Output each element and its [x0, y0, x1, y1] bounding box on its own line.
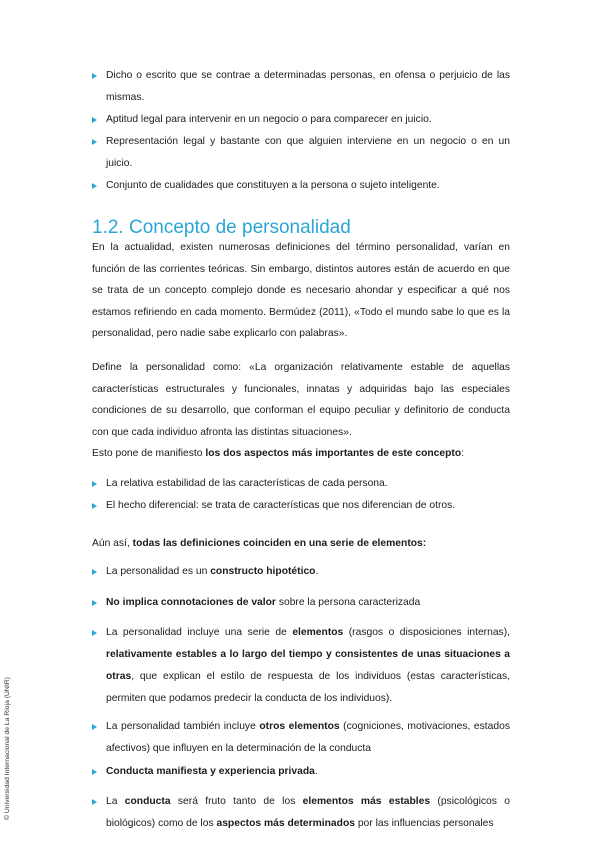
bullet-arrow-icon [92, 724, 97, 730]
list-item [92, 716, 510, 760]
bullet-arrow-icon [92, 183, 97, 189]
list-item-text: No implica connotaciones de valor sobre la persona caracterizada [106, 597, 421, 608]
list-item [92, 65, 510, 109]
aspects-intro: Esto pone de manifiesto los dos aspectos más importantes de este concepto: [92, 448, 465, 459]
list-item [92, 561, 510, 583]
list-item [92, 592, 510, 614]
list-item [92, 175, 510, 197]
bullet-arrow-icon [92, 630, 97, 636]
bullet-arrow-icon [92, 569, 97, 575]
bullet-arrow-icon [92, 799, 97, 805]
bullet-arrow-icon [92, 73, 97, 79]
list-item [92, 473, 510, 495]
list-item-text: Conducta manifiesta y experiencia privada. [106, 766, 318, 777]
list-item-text: La personalidad es un constructo hipotético. [106, 566, 319, 577]
bullet-arrow-icon [92, 481, 97, 487]
list-item-text: Conjunto de cualidades que constituyen a la persona o sujeto inteligente. [106, 180, 440, 191]
bullet-arrow-icon [92, 600, 97, 606]
list-item [92, 791, 510, 835]
list-item [92, 131, 510, 175]
list-item-text: La personalidad también incluye otros elementos (cogniciones, motivaciones, estados afectivos) que influyen en la determinación de la conducta [106, 721, 510, 754]
section-heading: 1.2. Concepto de personalidad [92, 217, 351, 238]
list-item-text: La conducta será fruto tanto de los elementos más estables (psicológicos o biológicos) como de los aspectos más determinados por las influencias personales [106, 796, 510, 829]
paragraph: Define la personalidad como: «La organización relativamente estable de aquellas características estructurales y funcionales, innatas y adquiridas bajo las especiales condiciones de su desarrollo, que conforman el equipo peculiar y definitorio de conducta con que cada individuo afronta las distintas situaciones». [92, 362, 510, 438]
list-item [92, 109, 510, 131]
list-item-text: La relativa estabilidad de las características de cada persona. [106, 478, 388, 489]
list-item-text: Dicho o escrito que se contrae a determinadas personas, en ofensa o perjuicio de las mismas. [106, 70, 510, 103]
list-item-text: Representación legal y bastante con que alguien interviene en un negocio o en un juicio. [106, 136, 510, 169]
list-item-text: Aptitud legal para intervenir en un negocio o para comparecer en juicio. [106, 114, 432, 125]
bullet-arrow-icon [92, 769, 97, 775]
bullet-arrow-icon [92, 503, 97, 509]
list-item-text: El hecho diferencial: se trata de características que nos diferencian de otros. [106, 500, 456, 511]
elements-intro: Aún así, todas las definiciones coinciden en una serie de elementos: [92, 538, 427, 549]
copyright-sidebar: © Universidad Internacional de La Rioja (UNIR) [4, 677, 11, 820]
list-item [92, 761, 510, 783]
bullet-arrow-icon [92, 139, 97, 145]
bullet-arrow-icon [92, 117, 97, 123]
list-item [92, 495, 510, 517]
list-item-text: La personalidad incluye una serie de elementos (rasgos o disposiciones internas), relativamente estables a lo largo del tiempo y consistentes de unas situaciones a otras, que explican el estilo de respuesta de los individuos (estas características, permiten que podamos predecir la conducta de los individuos). [106, 627, 510, 704]
list-item [92, 622, 510, 710]
paragraph: En la actualidad, existen numerosas definiciones del término personalidad, varían en función de las corrientes teóricas. Sin embargo, distintos autores están de acuerdo en que se trata de un concepto complejo donde es necesario ahondar y especificar a qué nos estamos refiriendo en cada momento. Bermúdez (2011), «Todo el mundo sabe lo que es la personalidad, pero nadie sabe explicarlo con palabras». [92, 242, 510, 340]
